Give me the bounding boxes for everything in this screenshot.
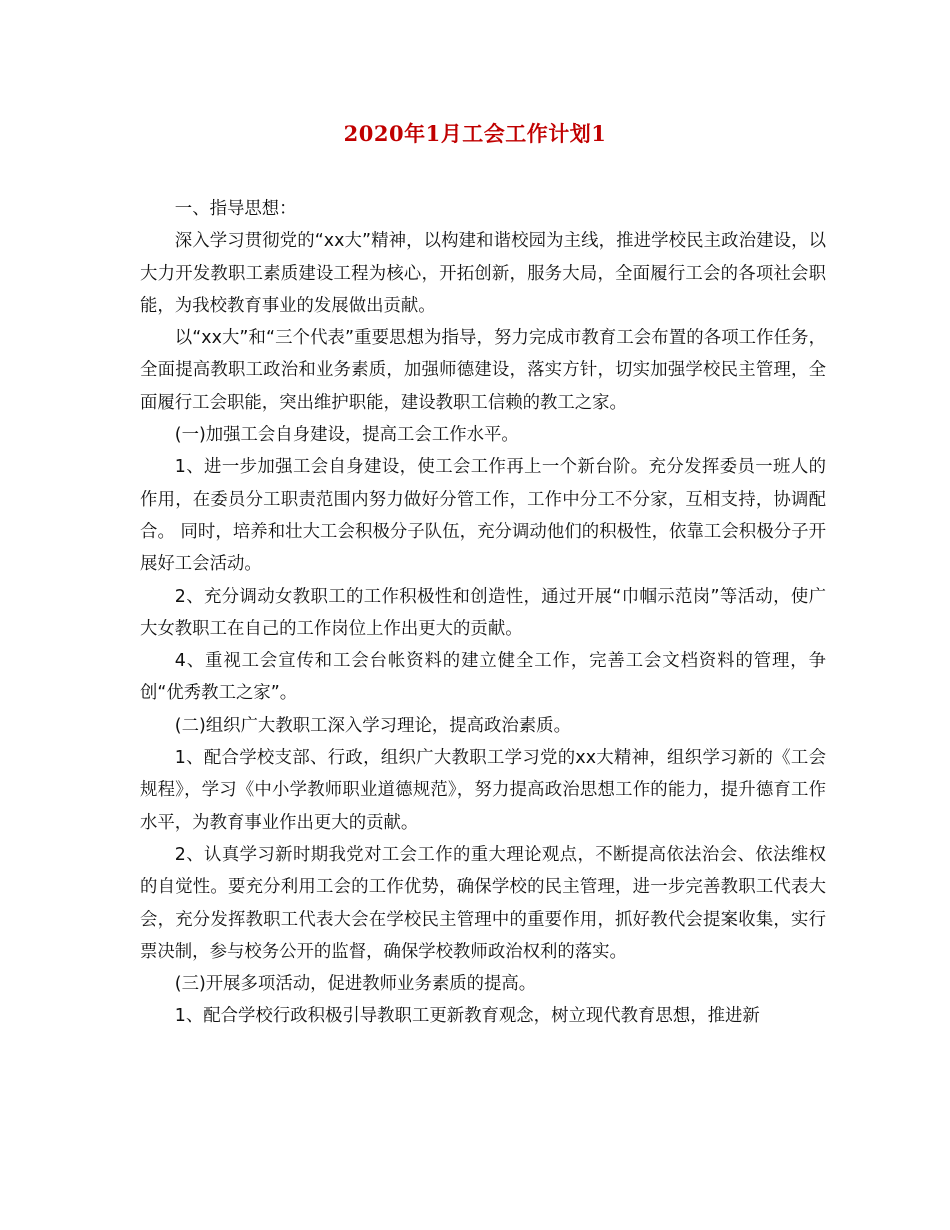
paragraph-heading-guiding-thought: 一、指导思想： xyxy=(174,199,297,219)
paragraph: 1、进一步加强工会自身建设，使工会工作再上一个新台阶。充分发挥委员一班人的作用，在委员分工职责范围内努力做好分管工作，工作中分工不分家，互相支持，协调配合。 同时，培养和壮大工会积极分子队伍，充分调动他们的积极性，依靠工会积极分子开展好工会活动。 xyxy=(140,457,826,575)
document-body xyxy=(140,193,826,1033)
paragraph: 1、配合学校支部、行政，组织广大教职工学习党的xx大精神，组织学习新的《工会规程》，学习《中小学教师职业道德规范》，努力提高政治思想工作的能力，提升德育工作水平，为教育事业作出更大的贡献。 xyxy=(140,748,826,833)
section-heading-3: (三)开展多项活动，促进教师业务素质的提高。 xyxy=(174,974,537,995)
paragraph: 以“xx大”和“三个代表”重要思想为指导，努力完成市教育工会布置的各项工作任务，全面提高教职工政治和业务素质，加强师德建设，落实方针，切实加强学校民主管理，全面履行工会职能，突出维护职能，建设教职工信赖的教工之家。 xyxy=(140,328,826,413)
section-heading-2: (二)组织广大教职工深入学习理论，提高政治素质。 xyxy=(174,715,571,736)
paragraph: 2、认真学习新时期我党对工会工作的重大理论观点，不断提高依法治会、依法维权的自觉性。要充分利用工会的工作优势，确保学校的民主管理，进一步完善教职工代表大会，充分发挥教职工代表大会在学校民主管理中的重要作用，抓好教代会提案收集，实行票决制，参与校务公开的监督，确保学校教师政治权利的落实。 xyxy=(140,844,826,962)
paragraph: 4、重视工会宣传和工会台帐资料的建立健全工作，完善工会文档资料的管理，争创“优秀教工之家”。 xyxy=(140,651,826,704)
section-heading-1: (一)加强工会自身建设，提高工会工作水平。 xyxy=(174,425,519,446)
paragraph: 2、充分调动女教职工的工作积极性和创造性，通过开展“巾帼示范岗”等活动，使广大女教职工在自己的工作岗位上作出更大的贡献。 xyxy=(140,586,826,639)
paragraph: 深入学习贯彻党的“xx大”精神，以构建和谐校园为主线，推进学校民主政治建设，以大力开发教职工素质建设工程为核心，开拓创新，服务大局，全面履行工会的各项社会职能，为我校教育事业的发展做出贡献。 xyxy=(140,231,826,316)
paragraph: 1、配合学校行政积极引导教职工更新教育观念，树立现代教育思想，推进新 xyxy=(174,1006,760,1027)
document-title: 2020年1月工会工作计划1 xyxy=(343,121,607,146)
